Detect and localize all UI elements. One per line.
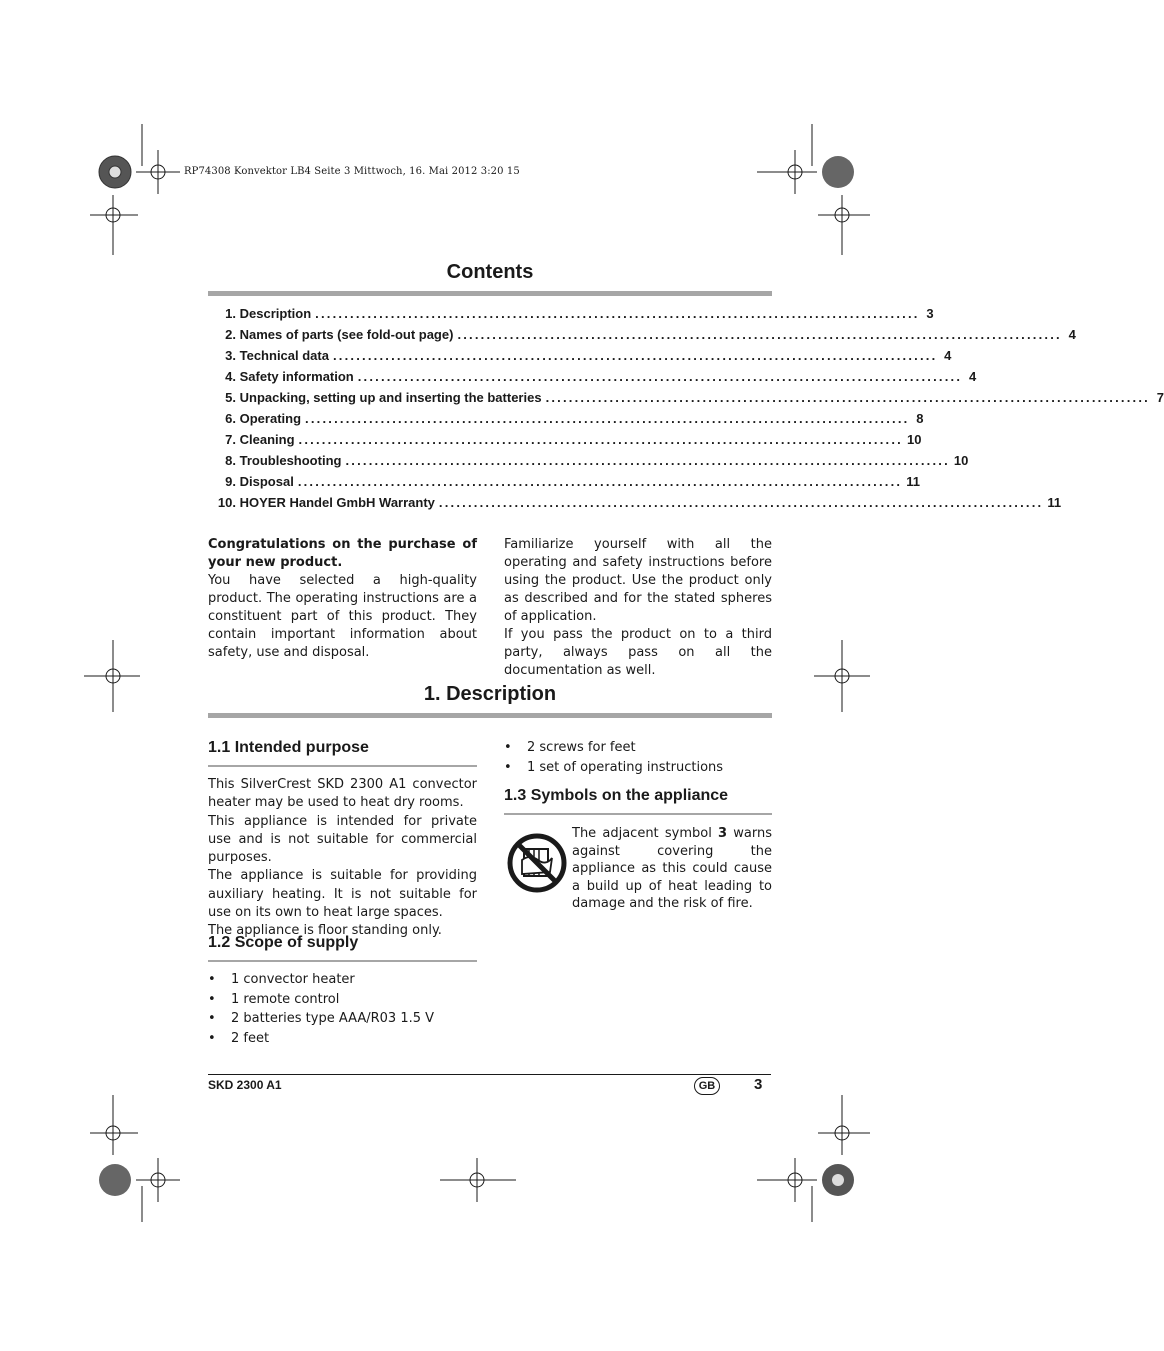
toc-label: Description	[239, 306, 312, 321]
toc-page: 7	[1156, 390, 1164, 405]
toc-label: Unpacking, setting up and inserting the batteries	[239, 390, 542, 405]
toc-page: 3	[926, 306, 934, 321]
toc-label: HOYER Handel GmbH Warranty	[239, 495, 435, 510]
toc-entry[interactable]	[208, 369, 977, 390]
toc-page: 11	[906, 474, 920, 489]
toc-leader: ........................................................................................................	[438, 495, 1044, 510]
list-item: • 2 feet	[208, 1029, 477, 1049]
contents-title-bar	[208, 291, 772, 296]
toc-entry[interactable]	[208, 495, 1062, 516]
intended-paragraph-3: The appliance is suitable for providing auxiliary heating. It is not suitable for use on its own to heat large spaces.	[208, 868, 477, 921]
sunburst-mark-top-right	[822, 156, 854, 188]
toc-entry[interactable]	[208, 432, 922, 453]
scope-of-supply-list-continued	[504, 738, 772, 777]
toc-leader: ........................................................................................................	[305, 411, 910, 426]
list-item: • 2 batteries type AAA/R03 1.5 V	[208, 1009, 477, 1029]
toc-label: Cleaning	[239, 432, 295, 447]
toc-number: 8.	[225, 453, 236, 468]
toc-page: 10	[953, 453, 969, 468]
symbols-text-before: The adjacent symbol	[572, 826, 719, 841]
footer-rule	[208, 1074, 771, 1075]
description-title: 1. Description	[423, 683, 557, 705]
toc-number: 6.	[225, 411, 236, 426]
sunburst-mark-bottom-left	[99, 1164, 131, 1196]
language-badge: GB	[694, 1077, 720, 1095]
toc-number: 10.	[217, 495, 236, 510]
toc-label: Technical data	[239, 348, 329, 363]
list-item: • 1 convector heater	[208, 970, 477, 990]
toc-label: Disposal	[239, 474, 294, 489]
intended-paragraph-4: The appliance is floor standing only.	[208, 923, 442, 939]
symbols-text-after: warns against covering the appliance as this could cause a build up of heat leading to damage and the risk of fire.	[572, 826, 772, 912]
page-number: 3	[754, 1076, 763, 1093]
intro-right-paragraph-2: If you pass the product on to a third party, always pass on all the documentation as well.	[504, 627, 772, 678]
toc-page: 4	[1068, 327, 1076, 342]
list-item: • 2 screws for feet	[504, 738, 772, 758]
intended-paragraph-1: This SilverCrest SKD 2300 A1 convector heater may be used to heat dry rooms.	[208, 777, 477, 811]
intended-purpose-heading: 1.1 Intended purpose	[208, 739, 369, 756]
list-item: • 1 set of operating instructions	[504, 758, 772, 778]
toc-leader: ........................................................................................................	[545, 390, 1150, 405]
intro-right-column	[504, 536, 772, 680]
scope-of-supply-list	[208, 970, 477, 1048]
toc-page: 10	[906, 432, 922, 447]
toc-leader: ........................................................................................................	[315, 306, 920, 321]
toc-entry[interactable]	[208, 453, 969, 474]
toc-page: 8	[916, 411, 924, 426]
table-of-contents	[208, 306, 1164, 516]
toc-leader: ........................................................................................................	[457, 327, 1062, 342]
scope-of-supply-rule	[208, 960, 477, 962]
intro-left-column	[208, 536, 477, 662]
intended-purpose-rule	[208, 765, 477, 767]
intended-purpose-text	[208, 776, 477, 941]
description-title-bar	[208, 713, 772, 718]
toc-label: Safety information	[239, 369, 354, 384]
intended-paragraph-2: This appliance is intended for private use and is not suitable for commercial purposes.	[208, 813, 477, 866]
toc-leader: ........................................................................................................	[298, 432, 903, 447]
intro-heading: Congratulations on the purchase of your new product.	[208, 537, 477, 570]
toc-leader: ........................................................................................................	[357, 369, 963, 384]
scope-of-supply-heading: 1.2 Scope of supply	[208, 934, 359, 951]
sunburst-mark-top-left	[99, 156, 131, 188]
toc-entry[interactable]	[208, 474, 920, 495]
toc-page: 4	[968, 369, 977, 384]
toc-page: 11	[1047, 495, 1062, 510]
print-header: RP74308 Konvektor LB4 Seite 3 Mittwoch, 16. Mai 2012 3:20 15	[184, 166, 520, 177]
toc-entry[interactable]	[208, 306, 934, 327]
intro-left-text: You have selected a high-quality product. The operating instructions are a constituent part of this product. They contain important information about safety, use and disposal.	[208, 573, 477, 660]
symbols-number: 3	[718, 826, 728, 841]
toc-number: 3.	[225, 348, 236, 363]
sunburst-mark-bottom-right	[822, 1164, 854, 1196]
toc-entry[interactable]	[208, 411, 924, 432]
toc-leader: ........................................................................................................	[332, 348, 938, 363]
toc-page: 4	[944, 348, 952, 363]
footer-model: SKD 2300 A1	[208, 1078, 282, 1092]
toc-number: 5.	[225, 390, 236, 405]
toc-entry[interactable]	[208, 327, 1076, 348]
symbols-text	[572, 825, 772, 913]
toc-number: 4.	[225, 369, 236, 384]
toc-number: 2.	[225, 327, 236, 342]
toc-entry[interactable]	[208, 348, 952, 369]
toc-number: 1.	[225, 306, 236, 321]
toc-label: Names of parts (see fold-out page)	[239, 327, 454, 342]
toc-number: 7.	[225, 432, 236, 447]
list-item: • 1 remote control	[208, 990, 477, 1010]
toc-leader: ........................................................................................................	[297, 474, 903, 489]
toc-label: Troubleshooting	[239, 453, 342, 468]
toc-number: 9.	[225, 474, 236, 489]
symbols-heading: 1.3 Symbols on the appliance	[504, 787, 729, 804]
intro-right-paragraph-1: Familiarize yourself with all the operating and safety instructions before using the product. Use the product only as described and for the stated spheres of application.	[504, 537, 772, 624]
toc-label: Operating	[239, 411, 302, 426]
symbols-rule	[504, 813, 772, 815]
toc-entry[interactable]	[208, 390, 1164, 411]
do-not-cover-icon	[506, 832, 568, 894]
toc-leader: ........................................................................................................	[345, 453, 950, 468]
contents-title: Contents	[446, 261, 534, 283]
